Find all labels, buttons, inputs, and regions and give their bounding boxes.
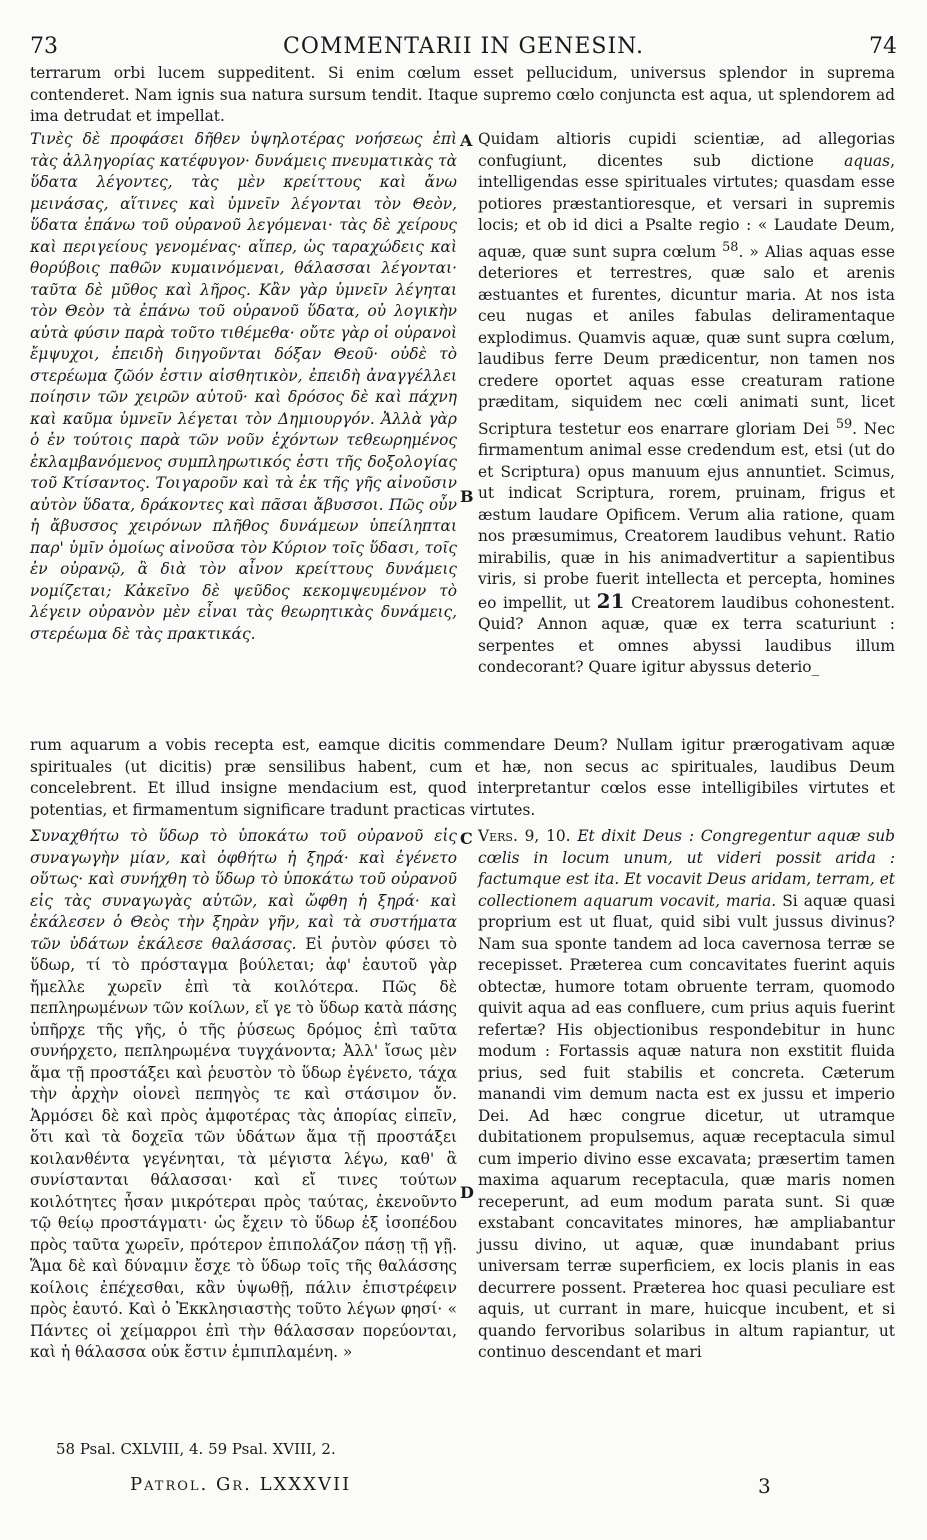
page-number-right: 74 [869,34,897,59]
latin-commentary-2 [478,826,895,1364]
margin-marker-a: A [460,131,473,150]
footer-series-title: Patrol. Gr. LXXXVII [130,1474,352,1495]
greek-commentary-2 [30,826,457,1364]
latin-text-c: . » Alias aquas esse deteriores et terrestres, quæ salo et arenis æstuantes et furentes, dicuntur maria. At nos ista ceu nugas et aniles fabulas deliramentaque explodimus. Quamvis aquæ, quæ sunt supra cœlum, laudibus ferre Deum prædicentur, non tamen nos credere oportet aquas esse creaturam ratione præditam, siquidem nec cœli animati sunt, licet Scriptura testetur eos enarrare gloriam Dei [478,242,895,438]
margin-marker-d: D [460,1183,474,1202]
running-header [30,34,897,64]
margin-marker-b: B [460,487,474,506]
footnote-ref: 58 [722,239,739,255]
footnote-ref: 59 [835,416,853,432]
latin-body: Si aquæ quasi proprium est ut fluat, quid sibi vult jussus divinus? Nam sua sponte tandem ad loca cavernosa terræ se recepisset. Præterea cum concavitates fuerint aquis obtectæ, humore totam obruente terram, quomodo quivit aqua ad eas confluere, cum prius aquis fuerint refertæ? His objectionibus respondebitur in hunc modum : Fortassis aquæ natura non exstitit fluida prius, sed fuit stabilis et concreta. Cæterum manandi vim demum nacta est ex jussu et imperio Dei. Ad hæc congrue dicetur, ut utramque dubitationem propulsemus, aquæ receptacula simul cum imperio divino esse excavata; præsertim tamen maxima aquarum receptacula, quæ maris nomen receperunt, ad eum modum parata sunt. Si quæ exstabant concavitates minores, hæ ampliabantur jussu divino, ut aquæ, quæ inundabant prius universam terræ superficiem, ex locis planis in eas decurrere possent. Præterea hoc quasi peculiare est aquis, ut currant in mare, huicque incubent, et si quando fervoribus solaribus in altum rapiantur, ut continuo descendant et mari [478,891,895,1361]
running-title: COMMENTARII IN GENESIN. [282,34,644,59]
column-number: 21 [596,588,625,613]
margin-marker-c: C [460,829,473,848]
greek-commentary-1: Τινὲς δὲ προφάσει δῆθεν ὑψηλοτέρας νοήσεως ἐπὶ τὰς ἀλληγορίας κατέφυγον· δυνάμεις πνευματικὰς τὰ ὕδατα λέγοντες, τὰς μὲν κρείττους καὶ ἄνω μεινάσας, αἵτινες καὶ ὑμνεῖν λέγονται τὸν Θεὸν, ὕδατα ἐπάνω τοῦ οὐρανοῦ λεγόμεναι· τὰς δὲ χείρους καὶ περιγείους γενομένας· αἵπερ, ὡς ταραχώδεις καὶ θορύβοις παθῶν κυμαινόμεναι, θάλασσαι λέγονται· ταῦτα δὲ μῦθος καὶ λῆρος. Κἂν γὰρ ὑμνεῖν λέγηται τὸν Θεὸν τὰ ἐπάνω τοῦ οὐρανοῦ ὕδατα, οὐ λογικὴν αὐτὰ φύσιν παρὰ τοῦτο τιθέμεθα· οὔτε γὰρ οἱ οὐρανοὶ ἔμψυχοι, ἐπειδὴ διηγοῦνται δόξαν Θεοῦ· οὐδὲ τὸ στερέωμα ζῶόν ἐστιν αἰσθητικὸν, ἐπειδὴ ἀναγγέλλει ποίησιν τῶν χειρῶν αὐτοῦ· καὶ δρόσος δὲ καὶ πάχνη καὶ καῦμα ὑμνεῖν λέγεται τὸν Δημιουργόν. Ἀλλὰ γὰρ ὁ ἐν τούτοις παρὰ τῶν νοῦν ἐχόντων τεθεωρημένος ἐκλαμβανόμενος συμπληρωτικός ἐστι τῆς δοξολογίας τοῦ Κτίσαντος. Τοιγαροῦν καὶ τὰ ἐκ τῆς γῆς αἰνοῦσιν αὐτὸν ὕδατα, δράκοντες καὶ πᾶσαι ἄβυσσοι. Πῶς οὖν ἡ ἄβυσσος χειρόνων πλῆθος δυνάμεων ὑπείληπται παρ' ὑμῖν ὁμοίως αἰνοῦσα τὸν Κύριον τοῖς ὕδασι, τοῖς ἐν οὐρανῷ, ἃ διὰ τὸν αἶνον κρείττους δυνάμεις νομίζεται; Κἀκεῖνο δὲ ψεῦδος κεκομψευμένον τὸ λέγειν οὐρανὸν μὲν εἶναι τὰς θεωρητικὰς δυνάμεις, στερέωμα δὲ τὰς πρακτικάς. [30,130,457,643]
intro-paragraph: terrarum orbi lucem suppeditent. Si enim cœlum esset pellucidum, universus splendor in suprema contenderet. Nam ignis sua natura sursum tendit. Itaque supremo cœlo conjuncta est aqua, ut splendorem ad ima detrudat et impellat. [30,64,895,125]
verse-label: Vers. 9, 10. [478,827,571,845]
latin-text-a: Quidam altioris cupidi scientiæ, ad allegorias confugiunt, dicentes sub dictione [478,130,895,170]
greek-body: Εἰ ῥυτὸν φύσει τὸ ὕδωρ, τί τὸ πρόσταγμα βούλεται; ἀφ' ἑαυτοῦ γὰρ ἤμελλε χωρεῖν ἐπὶ τὰ κοιλότερα. Πῶς δὲ πεπληρωμένων τῶν κοίλων, εἴ γε τὸ ὕδωρ κατὰ πάσης ὑπῆρχε τῆς γῆς, ὁ τῆς ῥύσεως δρόμος ἐπὶ ταῦτα συνήρχετο, πεπληρωμένα τυγχάνοντα; Ἀλλ' ἴσως μὲν ἅμα τῇ προστάξει καὶ ῥευστὸν τὸ ὕδωρ ἐγένετο, τάχα τὴν ἀρχὴν οἱονεὶ πεπηγὸς τε καὶ στάσιμον ὄν. Ἁρμόσει δὲ καὶ πρὸς ἀμφοτέρας τὰς ἀπορίας εἰπεῖν, ὅτι καὶ τὰ δοχεῖα τῶν ὑδάτων ἅμα τῇ προστάξει κοιλανθέντα γεγένηται, τὰ μέγιστα λέγω, καθ' ἃ συνίστανται θάλασσαι· καὶ εἴ τινες τούτων κοιλότητες ἦσαν μικρότεραι πρὸς ταύτας, ἐκενοῦντο τῷ θείῳ προστάγματι· ὡς ἔχειν τὸ ὕδωρ ἐξ ἰσοπέδου πρὸς ταῦτα χωρεῖν, πρότερον ἐπιπολάζον πάσῃ τῇ γῇ. Ἅμα δὲ καὶ δύναμιν ἔσχε τὸ ὕδωρ τοῖς τῆς θαλάσσης κοίλοις ἐπέχεσθαι, κἂν ὑψωθῇ, πάλιν ἐπιστρέφειν πρὸς ἑαυτό. Καὶ ὁ Ἐκκλησιαστὴς τοῦτο λέγων φησί· « Πάντες οἱ χείμαρροι ἐπὶ τὴν θάλασσαν πορεύονται, καὶ ἡ θάλασσα οὐκ ἔστιν ἐμπιπλαμένη. » [30,934,457,1361]
greek-lemma: Συναχθήτω τὸ ὕδωρ τὸ ὑποκάτω τοῦ οὐρανοῦ εἰς συναγωγὴν μίαν, καὶ ὀφθήτω ἡ ξηρά· καὶ ἐγένετο οὕτως· καὶ συνήχθη τὸ ὕδωρ τὸ ὑποκάτω τοῦ οὐρανοῦ εἰς τὰς συναγωγὰς αὐτῶν, καὶ ὤφθη ἡ ξηρά· καὶ ἐκάλεσεν ὁ Θεὸς τὴν ξηρὰν γῆν, καὶ τὰ συστήματα τῶν ὑδάτων ἐκάλεσε θαλάσσας. [30,827,457,953]
latin-text-b: , intelligendas esse spirituales virtutes; quasdam esse potiores præstantioresque, et versari in supremis locis; et ob id dici a Psalte regio : « Laudate Deum, aquæ, quæ sunt supra cœlum [478,151,895,261]
latin-italic-word: aquas [844,151,891,170]
footnotes: 58 Psal. CXLVIII, 4. 59 Psal. XVIII, 2. [56,1440,336,1458]
latin-lemma: Et dixit Deus : Congregentur aquæ sub cœlis in locum unum, ut videri possit arida : factumque est ita. Et vocavit Deus aridam, terram, et collectionem aquarum vocavit, maria. [478,827,895,910]
page-number-left: 73 [30,34,58,59]
full-width-continuation: rum aquarum a vobis recepta est, eamque dicitis commendare Deum? Nullam igitur prærogativam aquæ spirituales (ut dicitis) præ sensilibus habent, cum et hæ, non secus ac spirituales, laudibus Deum concelebrent. Et illud insigne mendacium est, quod interpretantur cœlos esse intelligibiles virtutes et potentias, et firmamentum significare tradunt practicas virtutes. [30,736,895,819]
latin-text-d: . Nec firmamentum animal esse credendum est, etsi (ut do et Scriptura) opus manuum ejus annuntiet. Scimus, ut indicat Scriptura, rorem, pruinam, frigus et æstum laudare Opificem. Verum alia ratione, quam nos præsumimus, Creatorem laudibus vehunt. Ratio mirabilis, quæ in his animadvertitur a sapientibus viris, si probe fuerit intellecta et percepta, homines eo impellit, ut [478,419,896,612]
footer-signature: 3 [758,1474,771,1498]
latin-text-e: Creatorem laudibus cohonestent. Quid? Annon aquæ, quæ ex terra scaturiunt : serpentes et omnes abyssi laudibus illum condecorant? Quare igitur abyssus deterio_ [478,593,895,677]
latin-commentary-1 [478,129,895,679]
